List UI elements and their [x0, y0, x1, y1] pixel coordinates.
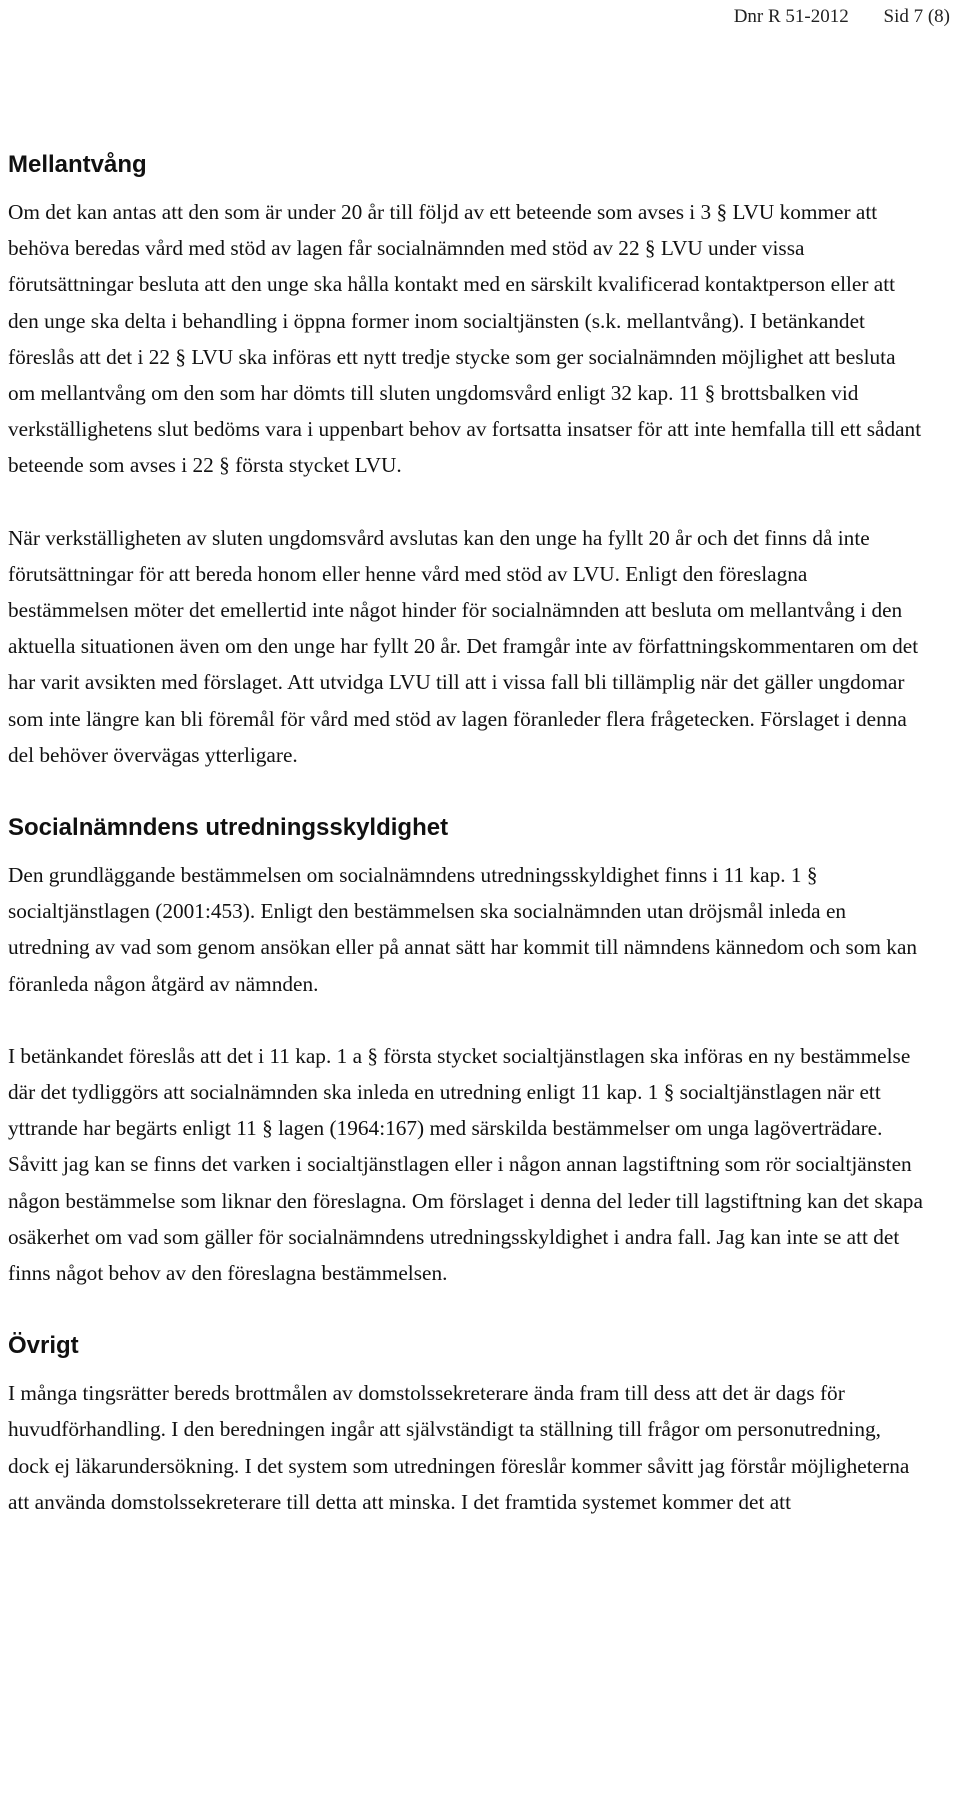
page-header [734, 6, 950, 28]
document-number: Dnr R 51-2012 [733, 6, 849, 27]
paragraph: När verkställigheten av sluten ungdomsvård avslutas kan den unge ha fyllt 20 år och det finns då inte förutsättningar för att bereda honom eller henne vård med stöd av LVU. Enligt den föreslagna bestämmelsen möter det emellertid inte något hinder för socialnämnden att besluta om mellantvång i den aktuella situationen även om den unge har fyllt 20 år. Det framgår inte av författningskommentaren om det har varit avsikten med förslaget. Att utvidga LVU till att i vissa fall bli tillämplig när det gäller ungdomar som inte längre kan bli föremål för vård med stöd av lagen föranleder flera frågetecken. Förslaget i denna del behöver övervägas ytterligare. [8, 525, 919, 767]
document-body [8, 150, 923, 1520]
paragraph: I många tingsrätter bereds brottmålen av domstolssekreterare ända fram till dess att det är dags för huvudförhandling. I den beredningen ingår att självständigt ta ställning till frågor om personutredning, dock ej läkarundersökning. I det system som utredningen föreslår kommer såvitt jag förstår möjligheterna att använda domstolssekreterare till detta att minska. I det framtida systemet kommer det att [8, 1381, 910, 1514]
section-heading: Övrigt [8, 1332, 79, 1360]
section-heading: Socialnämndens utredningsskyldighet [8, 814, 449, 842]
paragraph: Den grundläggande bestämmelsen om socialnämndens utredningsskyldighet finns i 11 kap. 1 § socialtjänstlagen (2001:453). Enligt den bestämmelsen ska socialnämnden utan dröjsmål inleda en utredning av vad som genom ansökan eller på annat sätt har kommit till nämndens kännedom och som kan föranleda någon åtgärd av nämnden. [8, 863, 918, 996]
page-number: Sid 7 (8) [883, 6, 950, 27]
section-utredningsskyldighet [8, 813, 923, 1291]
section-ovrigt [8, 1331, 923, 1520]
section-heading: Mellantvång [8, 151, 147, 178]
paragraph: I betänkandet föreslås att det i 11 kap. 1 a § första stycket socialtjänstlagen ska införas en ny bestämmelse där det tydliggörs att socialnämnden ska inleda en utredning enligt 11 kap. 1 § socialtjänstlagen när ett yttrande har begärts enligt 11 § lagen (1964:167) med särskilda bestämmelser om unga lagöverträdare. Såvitt jag kan se finns det varken i socialtjänstlagen eller i någon annan lagstiftning som rör socialtjänsten någon bestämmelse som liknar den föreslagna. Om förslaget i denna del leder till lagstiftning kan det skapa osäkerhet om vad som gäller för socialnämndens utredningsskyldighet i andra fall. Jag kan inte se att det finns något behov av den föreslagna bestämmelsen. [8, 1043, 923, 1286]
paragraph: Om det kan antas att den som är under 20 år till följd av ett beteende som avses i 3 § LVU kommer att behöva beredas vård med stöd av lagen får socialnämnden med stöd av 22 § LVU under vissa förutsättningar besluta att den unge ska hålla kontakt med en särskilt kvalificerad kontaktperson eller att den unge ska delta i behandling i öppna former inom socialtjänsten (s.k. mellantvång). I betänkandet föreslås att det i 22 § LVU ska införas ett nytt tredje stycke som ger socialnämnden möjlighet att besluta om mellantvång om den som har dömts till sluten ungdomsvård enligt 32 kap. 11 § brottsbalken vid verkställighetens slut bedöms vara i uppenbart behov av fortsatta insatser för att inte hemfalla till ett sådant beteende som avses i 22 § första stycket LVU. [8, 200, 922, 478]
section-mellantvang [8, 150, 923, 773]
